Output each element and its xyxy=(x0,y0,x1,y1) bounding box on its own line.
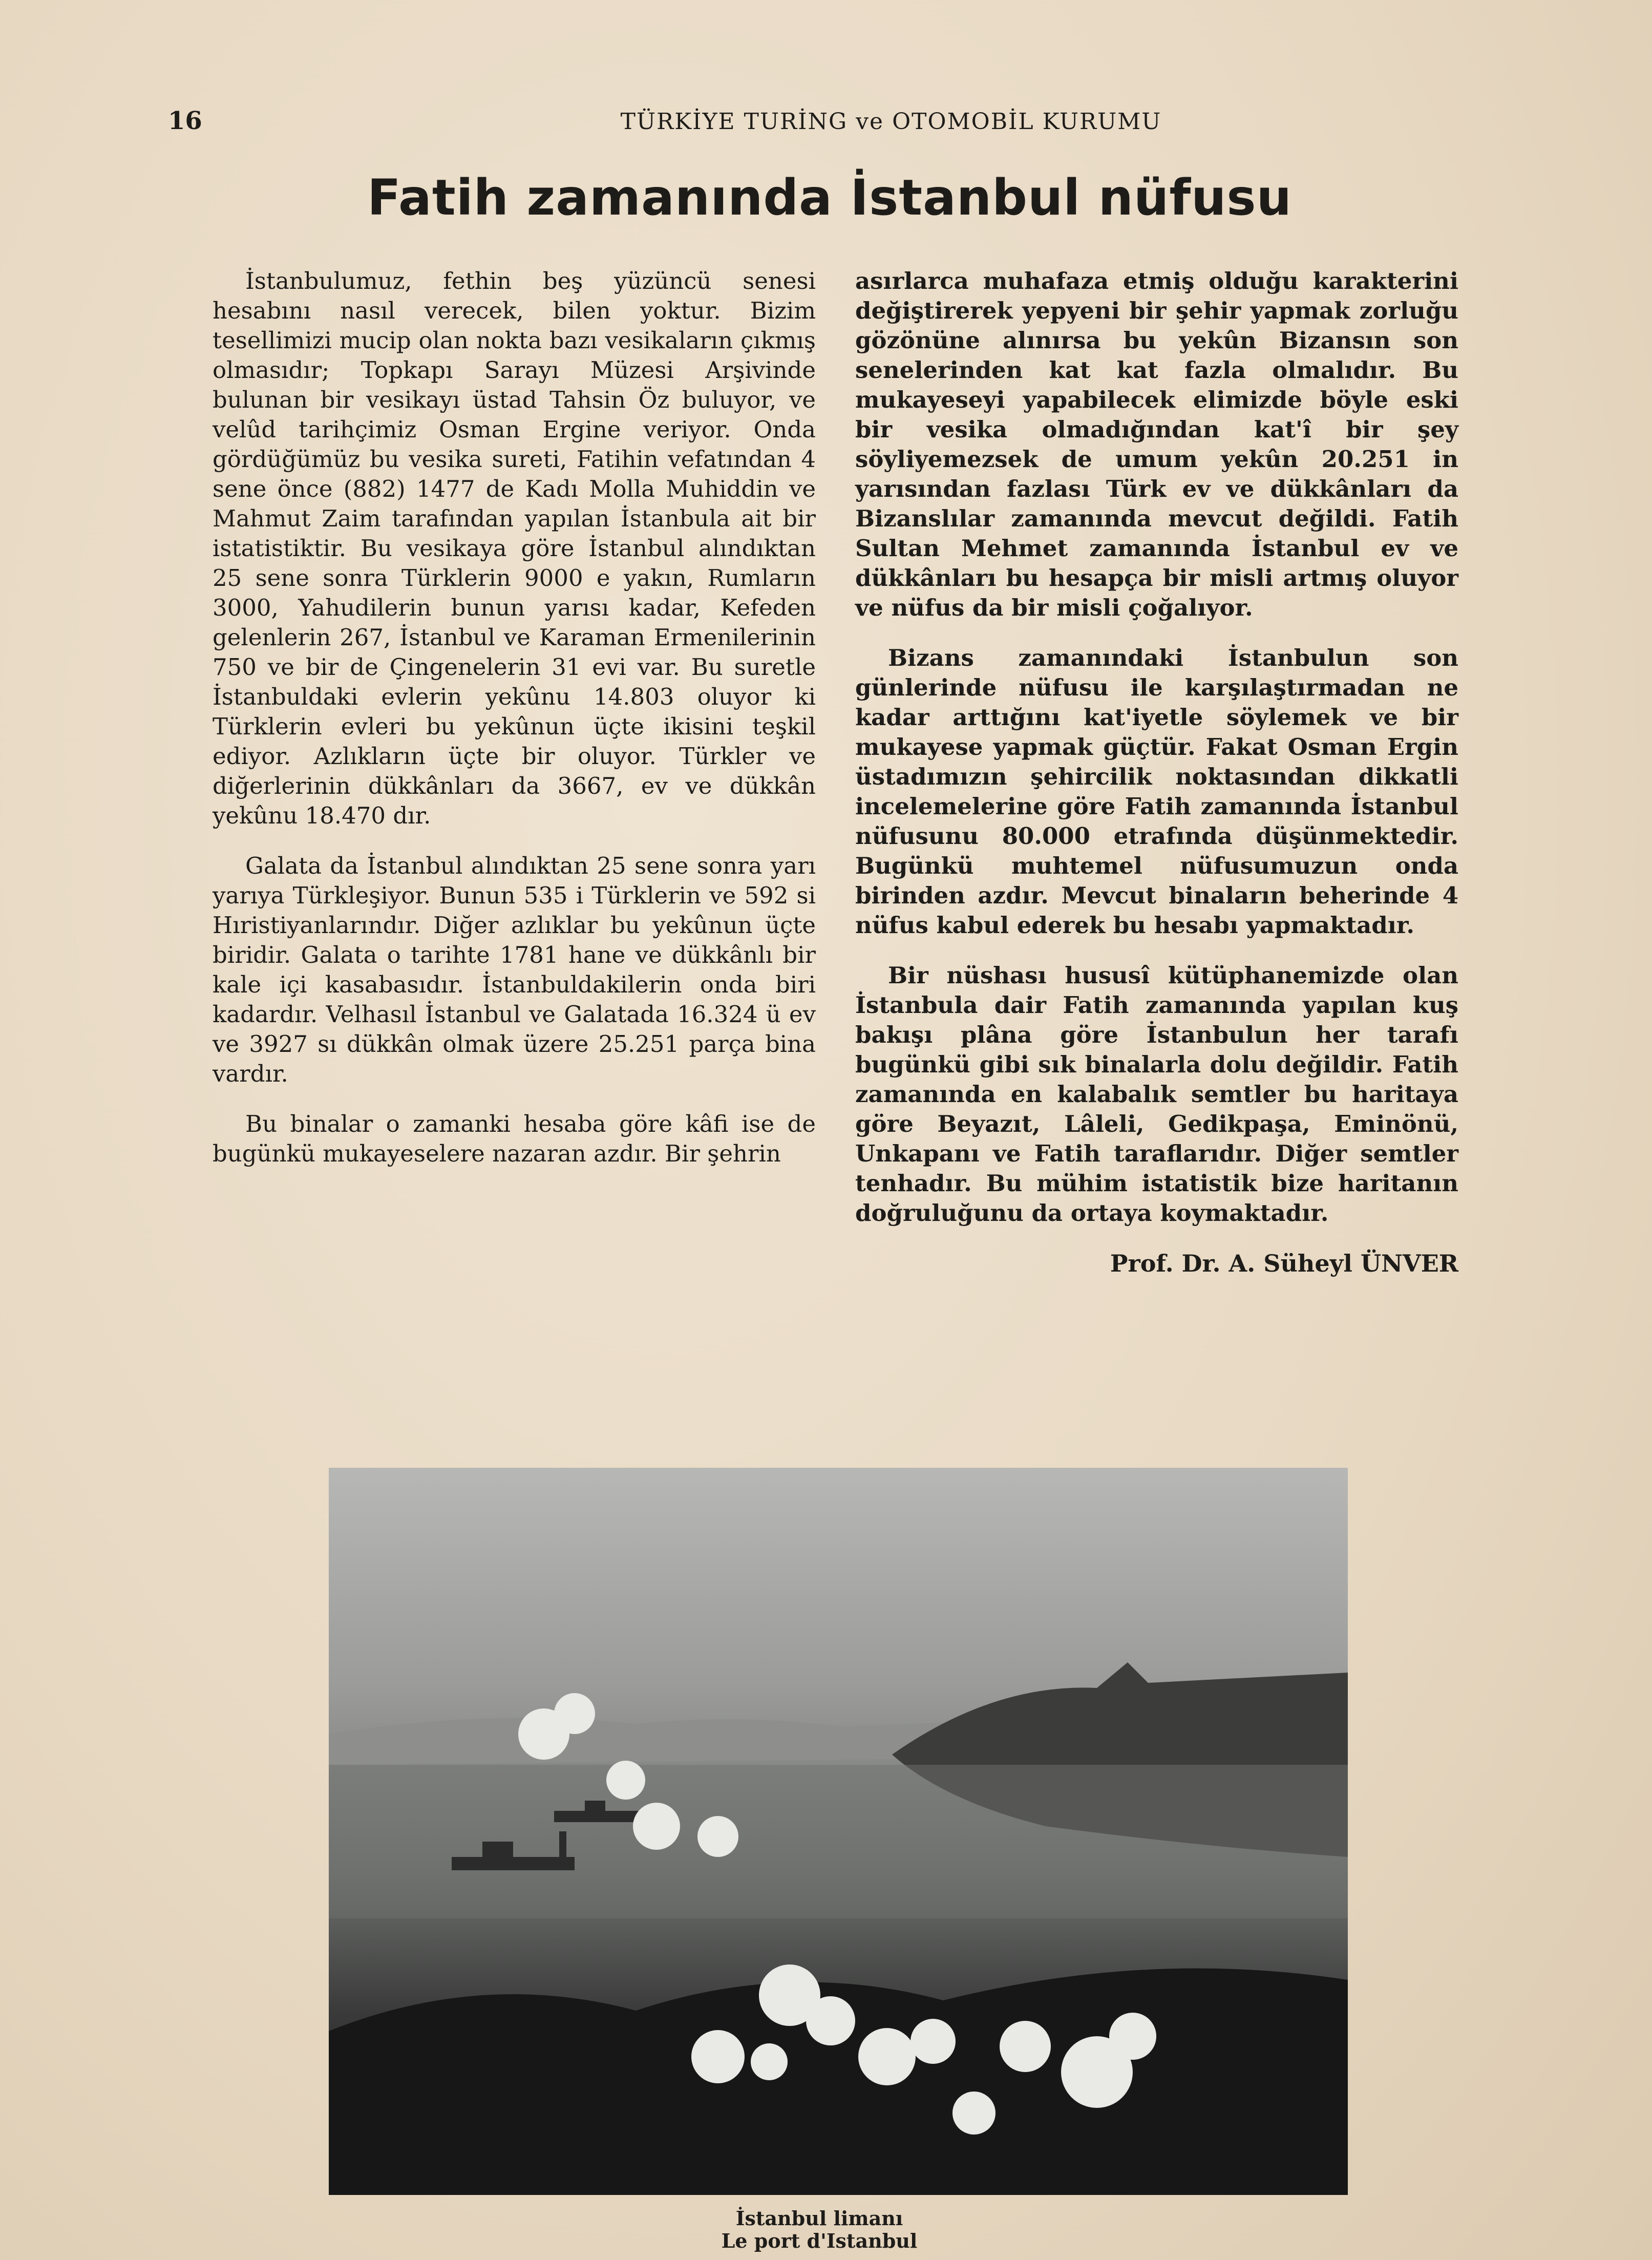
right-column xyxy=(855,266,1458,1278)
left-column xyxy=(213,266,816,1189)
harbor-photo xyxy=(329,1468,1348,2195)
paragraph: Bir nüshası hususî kütüphanemizde olan İstanbula dair Fatih zamanında yapılan kuş bakışı plâna göre İstanbulun her tarafı bugünkü gibi sık binalarla dolu değildir. Fatih zamanında en kalabalık semtler bu haritaya göre Beyazıt, Lâleli, Gedikpaşa, Eminönü, Unkapanı ve Fatih taraflarıdır. Diğer semtler tenhadır. Bu mühim istatistik bize haritanın doğruluğunu da ortaya koymaktadır. xyxy=(855,962,1458,1227)
paragraph: İstanbulumuz, fethin beş yüzüncü senesi hesabını nasıl verecek, bilen yoktur. Bizim tesellimizi mucip olan nokta bazı vesikaların çıkmış olmasıdır; Topkapı Sarayı Müzesi Arşivinde bulunan bir vesikayı üstad Tahsin Öz buluyor, ve velûd tarihçimiz Osman Ergine veriyor. Onda gördüğümüz bu vesika sureti, Fatihin vefatından 4 sene önce (882) 1477 de Kadı Molla Muhiddin ve Mahmut Zaim tarafından yapılan İstanbula ait bir istatistiktir. Bu vesikaya göre İstanbul alındıktan 25 sene sonra Türklerin 9000 e yakın, Rumların 3000, Yahudilerin bunun yarısı kadar, Kefeden gelenlerin 267, İstanbul ve Karaman Ermenilerinin 750 ve bir de Çingenelerin 31 evi var. Bu suretle İstanbuldaki evlerin yekûnu 14.803 oluyor ki Türklerin evleri bu yekûnun üçte ikisini teşkil ediyor. Azlıkların üçte bir oluyor. Türkler ve diğerlerinin dükkânları da 3667, ev ve dükkân yekûnu 18.470 dır. xyxy=(213,267,816,829)
paragraph: asırlarca muhafaza etmiş olduğu karakterini değiştirerek yepyeni bir şehir yapmak zorluğu gözönüne alınırsa bu yekûn Bizansın son senelerinden kat kat fazla olmalıdır. Bu mukayeseyi yapabilecek elimizde böyle eski bir vesika olmadığından kat'î bir şey söyliyemezsek de umum yekûn 20.251 in yarısından fazlası Türk ev ve dükkânları da Bizanslılar zamanında mevcut değildi. Fatih Sultan Mehmet zamanında İstanbul ev ve dükkânları bu hesapça bir misli artmış oluyor ve nüfus da bir misli çoğalıyor. xyxy=(855,267,1458,621)
paragraph: Galata da İstanbul alındıktan 25 sene sonra yarı yarıya Türkleşiyor. Bunun 535 i Türklerin ve 592 si Hıristiyanlarındır. Diğer azlıklar bu yekûnun üçte biridir. Galata o tarihte 1781 hane ve dükkânlı bir kale içi kasabasıdır. İstanbuldakilerin onda biri kadardır. Velhasıl İstanbul ve Galatada 16.324 ü ev ve 3927 sı dükkân olmak üzere 25.251 parça bina vardır. xyxy=(213,852,816,1087)
author-signature: Prof. Dr. A. Süheyl ÜNVER xyxy=(1110,1250,1458,1277)
caption-turkish: İstanbul limanı xyxy=(735,2207,903,2230)
running-title: TÜRKİYE TURİNG ve OTOMOBİL KURUMU xyxy=(620,109,1162,135)
caption-french: Le port d'Istanbul xyxy=(721,2229,918,2252)
article-title: Fatih zamanında İstanbul nüfusu xyxy=(367,169,1292,226)
page-number: 16 xyxy=(168,107,202,135)
photo-caption xyxy=(563,2207,1075,2252)
paragraph: Bizans zamanındaki İstanbulun son günlerinde nüfusu ile karşılaştırmadan ne kadar arttığını kat'iyetle söylemek ve bir mukayese yapmak güçtür. Fakat Osman Ergin üstadımızın şehircilik noktasından dikkatli incelemelerine göre Fatih zamanında İstanbul nüfusunu 80.000 etrafında düşünmektedir. Bugünkü muhtemel nüfusumuzun onda birinden azdır. Mevcut binaların beherinde 4 nüfus kabul ederek bu hesabı yapmaktadır. xyxy=(855,644,1458,939)
paragraph: Bu binalar o zamanki hesaba göre kâfi ise de bugünkü mukayeselere nazaran azdır. Bir şehrin xyxy=(213,1110,816,1167)
